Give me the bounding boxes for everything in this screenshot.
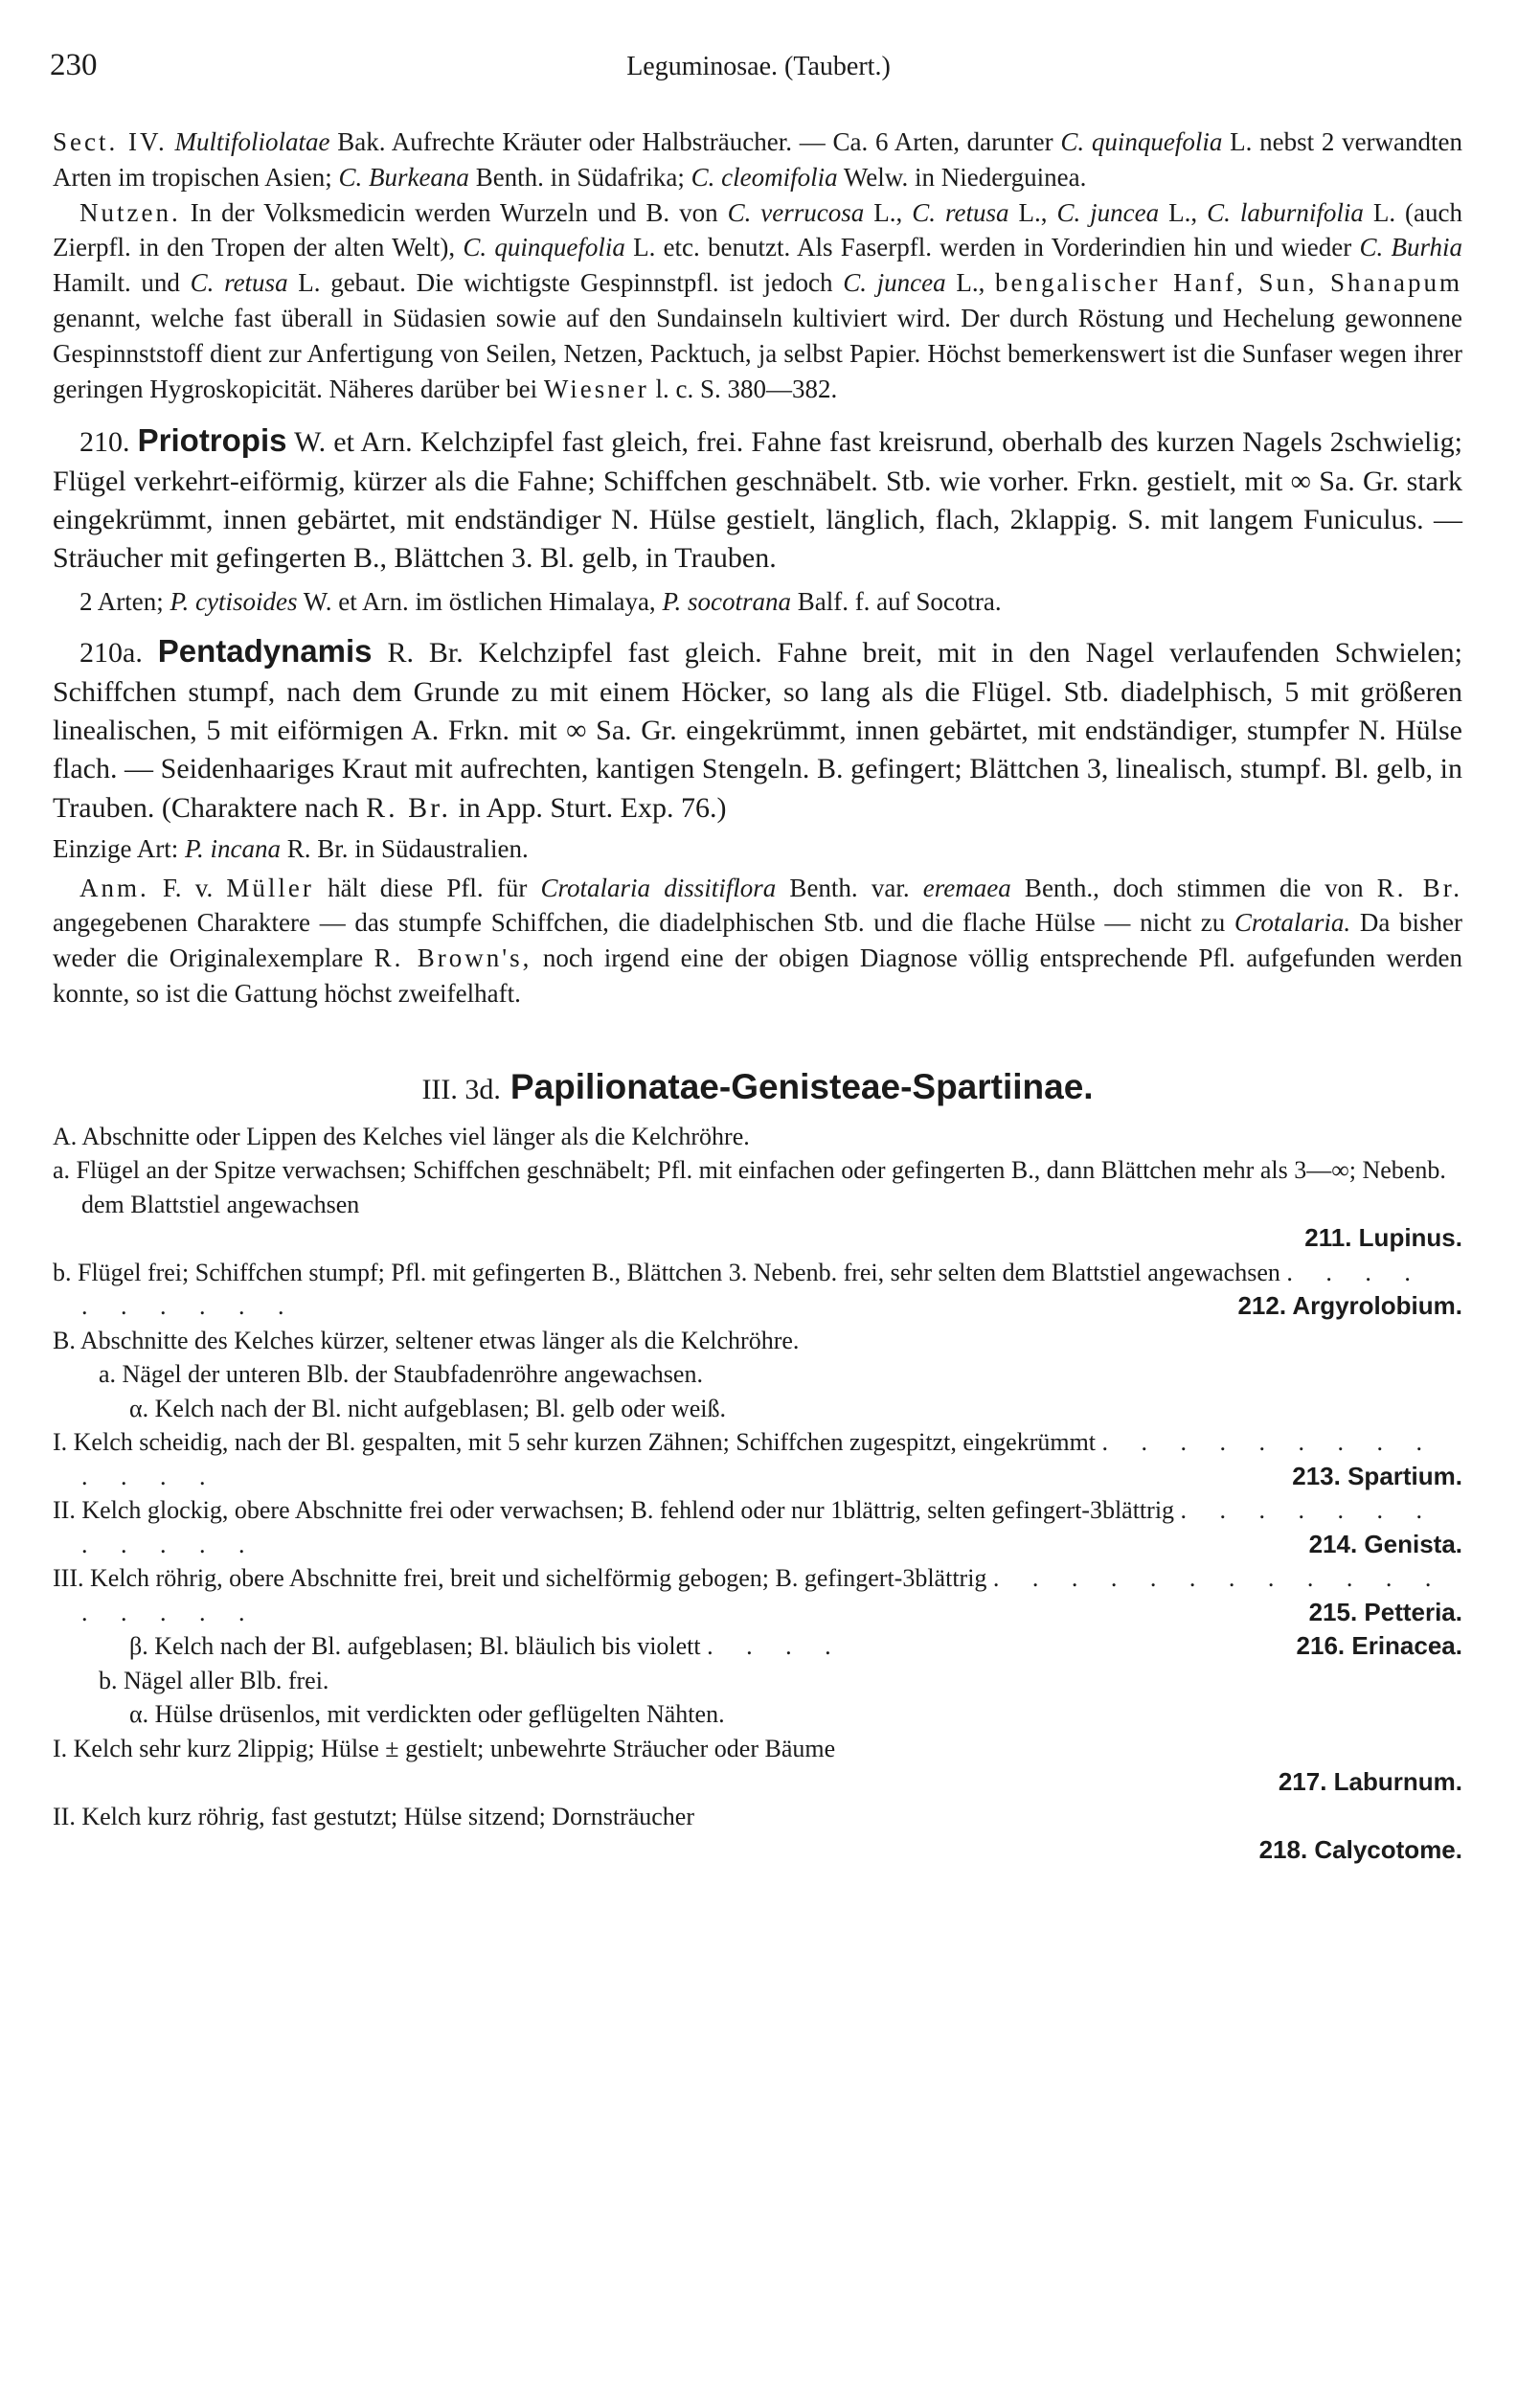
section-iv-paragraph: Sect. IV. Multifoliolatae Bak. Aufrechte Kräuter oder Halbsträucher. — Ca. 6 Arten, darunter C. quinquefolia L. nebst 2 verwandten Arten im tropischen Asien; C. Burkeana Benth. in Südafrika; C. cleomifolia Welw. in Niederguinea.: [53, 127, 1463, 192]
key-entry: α. Hülse drüsenlos, mit verdickten oder geflügelten Nähten.: [129, 1700, 725, 1729]
key-result: 214. Genista.: [1308, 1529, 1462, 1558]
pentadynamis-note: Anm. F. v. Müller hält diese Pfl. für Crotalaria dissitiflora Benth. var. eremaea Benth., doch stimmen die von R. Br. angegebenen Charaktere — das stumpfe Schiffchen, die diadelphischen Stb. und die flache Hülse — nicht zu Crotalaria. Da bisher weder die Originalexemplare R. Brown's, noch irgend eine der obigen Diagnose völlig entsprechende Pfl. aufgefunden werden konnte, so ist die Gattung höchst zweifelhaft.: [53, 873, 1463, 1009]
identification-key: [53, 1120, 1462, 1868]
genus-pentadynamis: 210a. Pentadynamis R. Br. Kelchzipfel fast gleich. Fahne breit, mit in den Nagel verlaufenden Schwielen; Schiffchen stumpf, nach dem Grunde zu mit einem Höcker, so lang als die Flügel. Stb. diadelphisch, 5 mit größeren linealischen, 5 mit eiförmigen A. Frkn. mit ∞ Sa. Gr. eingekrümmt, innen gebärtet, mit endständiger, stumpfer N. Hülse flach. — Seidenhaariges Kraut mit aufrechten, kantigen Stengeln. B. gefingert; Blättchen 3, linealisch, stumpf. Bl. gelb, in Trauben. (Charaktere nach R. Br. in App. Sturt. Exp. 76.): [53, 633, 1462, 824]
priotropis-species: 2 Arten; P. cytisoides W. et Arn. im östlichen Himalaya, P. socotrana Balf. f. auf Socotra.: [79, 586, 1002, 616]
key-entry: I. Kelch scheidig, nach der Bl. gespalten, mit 5 sehr kurzen Zähnen; Schiffchen zugespitzt, eingekrümmt . . . . . . . . . . . . . 213. Spartium.: [53, 1425, 1462, 1493]
key-entry: B. Abschnitte des Kelches kürzer, seltener etwas länger als die Kelchröhre.: [53, 1326, 800, 1354]
nutzen-paragraph: Nutzen. In der Volksmedicin werden Wurzeln und B. von C. verrucosa L., C. retusa L., C. juncea L., C. laburnifolia L. (auch Zierpfl. in den Tropen der alten Welt), C. quinquefolia L. etc. benutzt. Als Faserpfl. werden in Vorderindien hin und wieder C. Burhia Hamilt. und C. retusa L. gebaut. Die wichtigste Gespinnstpfl. ist jedoch C. juncea L., bengalischer Hanf, Sun, Shanapum genannt, welche fast überall in Südasien sowie auf den Sundainseln kultiviert wird. Der durch Röstung und Hechelung gewonnene Gespinnststoff dient zur Anfertigung von Seilen, Netzen, Packtuch, ja selbst Papier. Höchst bemerkenswert ist die Sunfaser wegen ihrer geringen Hygroskopicität. Näheres darüber bei Wiesner l. c. S. 380—382.: [53, 197, 1463, 403]
key-entry: II. Kelch kurz röhrig, fast gestutzt; Hülse sitzend; Dornsträucher 218. Calycotome.: [53, 1800, 1462, 1868]
key-entry: α. Kelch nach der Bl. nicht aufgeblasen; Bl. gelb oder weiß.: [129, 1394, 726, 1422]
key-result: 218. Calycotome.: [1258, 1835, 1462, 1865]
section-heading: III. 3d. Papilionatae-Genisteae-Spartiinae.: [421, 1066, 1094, 1106]
page-body: [53, 125, 1462, 1868]
key-entry: II. Kelch glockig, obere Abschnitte frei oder verwachsen; B. fehlend oder nur 1blättrig, selten gefingert-3blättrig . . . . . . . . . . . . 214. Genista.: [53, 1493, 1462, 1561]
genus-name: Pentadynamis: [157, 633, 373, 670]
key-result: 217. Laburnum.: [1278, 1767, 1462, 1797]
key-entry: III. Kelch röhrig, obere Abschnitte frei, breit und sichelförmig gebogen; B. gefingert-3blättrig . . . . . . . . . . . . . . . . . 215. Petteria.: [53, 1561, 1462, 1629]
key-result: 216. Erinacea.: [1296, 1631, 1462, 1661]
genus-name: Priotropis: [137, 422, 287, 459]
key-entry: β. Kelch nach der Bl. aufgeblasen; Bl. bläulich bis violett . . . . 216. Erinacea.: [53, 1629, 1462, 1664]
page-header: [50, 48, 1467, 86]
key-result: 212. Argyrolobium.: [1237, 1291, 1462, 1321]
key-entry: a. Nägel der unteren Blb. der Staubfadenröhre angewachsen.: [99, 1360, 703, 1389]
key-result: 215. Petteria.: [1308, 1597, 1462, 1626]
key-entry: I. Kelch sehr kurz 2lippig; Hülse ± gestielt; unbewehrte Sträucher oder Bäume 217. Laburnum.: [53, 1732, 1462, 1800]
genus-priotropis: 210. Priotropis W. et Arn. Kelchzipfel fast gleich, frei. Fahne fast kreisrund, oberhalb des kurzen Nagels 2schwielig; Flügel verkehrt-eiförmig, kürzer als die Fahne; Schiffchen geschnäbelt. Stb. wie vorher. Frkn. gestielt, mit ∞ Sa. Gr. stark eingekrümmt, innen gebärtet, mit endständiger N. Hülse gestielt, länglich, flach, 2klappig. S. mit langem Funiculus. — Sträucher mit gefingerten B., Blättchen 3. Bl. gelb, in Trauben.: [53, 422, 1462, 575]
key-result: 213. Spartium.: [1292, 1461, 1462, 1490]
key-entry: b. Nägel aller Blb. frei.: [99, 1666, 329, 1694]
running-title: Leguminosae. (Taubert.): [626, 52, 891, 81]
key-entry: a. Flügel an der Spitze verwachsen; Schiffchen geschnäbelt; Pfl. mit einfachen oder gefingerten B., dann Blättchen mehr als 3—∞; Nebenb. dem Blattstiel angewachsen 211. Lupinus.: [53, 1153, 1462, 1256]
key-entry: A. Abschnitte oder Lippen des Kelches viel länger als die Kelchröhre.: [53, 1122, 750, 1150]
key-entry: b. Flügel frei; Schiffchen stumpf; Pfl. mit gefingerten B., Blättchen 3. Nebenb. frei, sehr selten dem Blattstiel angewachsen . . . . . . . . . . 212. Argyrolobium.: [53, 1256, 1462, 1324]
pentadynamis-species: Einzige Art: P. incana R. Br. in Südaustralien.: [53, 833, 529, 863]
page-number: 230: [50, 48, 98, 82]
key-result: 211. Lupinus.: [1304, 1223, 1462, 1253]
